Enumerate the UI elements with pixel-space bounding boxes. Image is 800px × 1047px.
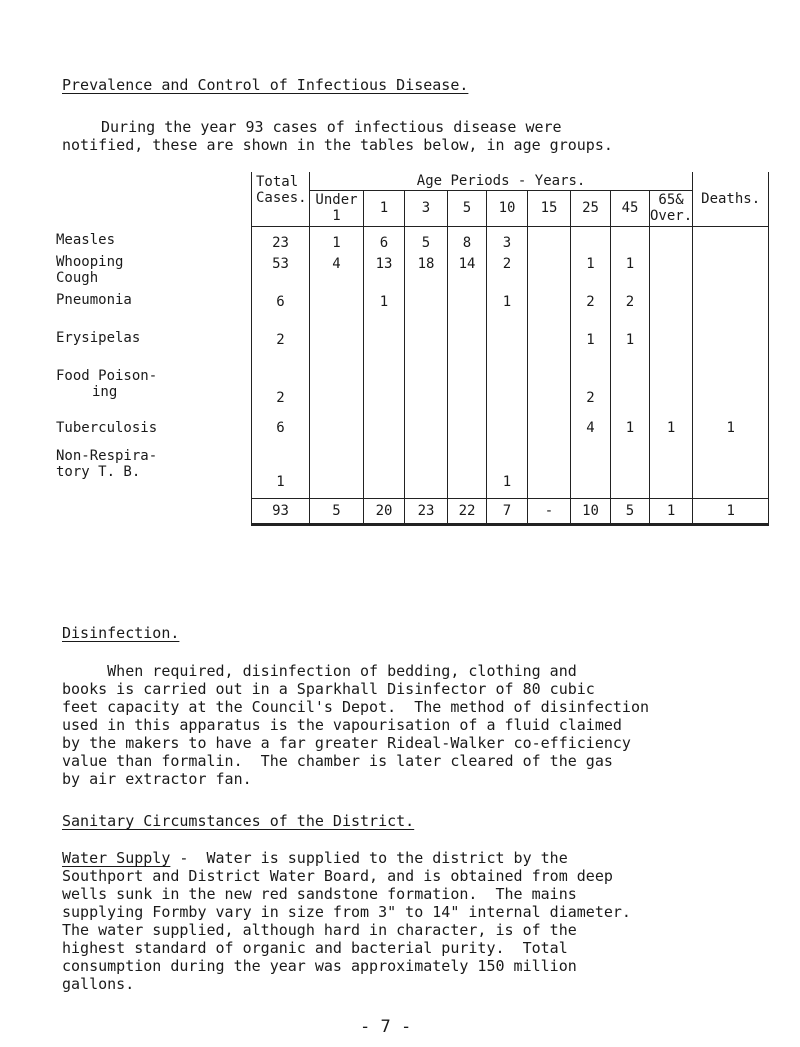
age-col-3: 3 [405, 190, 448, 226]
total-cell: 20 [364, 498, 405, 524]
sanitary-heading: Sanitary Circumstances of the District. [62, 812, 415, 830]
cell [693, 368, 769, 408]
cell: 1 [310, 232, 364, 254]
page-number: - 7 - [360, 1017, 412, 1037]
row-label: Whooping Cough [56, 254, 124, 286]
cell [364, 330, 405, 368]
cell [528, 232, 571, 254]
cell [693, 232, 769, 254]
cell [448, 330, 487, 368]
totals-row [0, 498, 769, 524]
grand-total: 93 [252, 498, 310, 524]
cell [528, 330, 571, 368]
age-col-25: 25 [571, 190, 611, 226]
text-line: books is carried out in a Sparkhall Disinfector of 80 cubic [62, 680, 595, 698]
cell [364, 448, 405, 492]
cell: 4 [310, 254, 364, 292]
row-label: Non-Respira- tory T. B. [56, 448, 158, 480]
intro-line-1: During the year 93 cases of infectious disease were [101, 118, 562, 136]
cell: 14 [448, 254, 487, 292]
cell [487, 330, 528, 368]
cell: 4 [571, 408, 611, 448]
cell [650, 448, 693, 492]
total-cell: 1 [650, 498, 693, 524]
text-line: by the makers to have a far greater Rideal-Walker co-efficiency [62, 734, 631, 752]
text-line: gallons. [62, 975, 135, 993]
deaths-header: Deaths. [693, 172, 769, 226]
total-cell: 5 [310, 498, 364, 524]
cell [528, 368, 571, 408]
text-line: wells sunk in the new red sandstone formation. The mains [62, 885, 577, 903]
cell [693, 292, 769, 330]
cell [650, 292, 693, 330]
row-total: 6 [252, 408, 310, 448]
total-cell: 5 [611, 498, 650, 524]
cell [405, 330, 448, 368]
cell [611, 368, 650, 408]
cell: 13 [364, 254, 405, 292]
row-total: 2 [252, 330, 310, 368]
cell [310, 408, 364, 448]
cell: 2 [611, 292, 650, 330]
table-row [0, 292, 769, 330]
text-line: used in this apparatus is the vapourisation of a fluid claimed [62, 716, 622, 734]
cell: 18 [405, 254, 448, 292]
total-cell: 7 [487, 498, 528, 524]
text-line: The water supplied, although hard in character, is of the [62, 921, 577, 939]
page-heading: Prevalence and Control of Infectious Disease. [62, 76, 469, 94]
text-line: When required, disinfection of bedding, clothing and [62, 662, 577, 680]
text-line: feet capacity at the Council's Depot. The method of disinfection [62, 698, 649, 716]
cell: 6 [364, 232, 405, 254]
text-line: by air extractor fan. [62, 770, 252, 788]
cell: 1 [571, 254, 611, 292]
row-label: Tuberculosis [56, 420, 158, 436]
age-col-5: 5 [448, 190, 487, 226]
cell: 1 [487, 448, 528, 492]
total-cell: 22 [448, 498, 487, 524]
total-cell: 1 [693, 498, 769, 524]
cell [693, 448, 769, 492]
row-total: 2 [252, 368, 310, 408]
table-row [0, 232, 769, 254]
cell [528, 448, 571, 492]
cell: 1 [611, 254, 650, 292]
text-line: Southport and District Water Board, and is obtained from deep [62, 867, 613, 885]
text-line: supplying Formby vary in size from 3" to 14" internal diameter. [62, 903, 631, 921]
cell [310, 448, 364, 492]
intro-line-2: notified, these are shown in the tables below, in age groups. [62, 136, 613, 154]
cell: 1 [571, 330, 611, 368]
cell [310, 292, 364, 330]
cell: 8 [448, 232, 487, 254]
table-row [0, 408, 769, 448]
cell [693, 254, 769, 292]
text-line: consumption during the year was approximately 150 million [62, 957, 577, 975]
cell [528, 254, 571, 292]
cell [571, 448, 611, 492]
cell: 3 [487, 232, 528, 254]
row-label: Erysipelas [56, 330, 141, 346]
cell [448, 292, 487, 330]
disinfection-heading: Disinfection. [62, 624, 180, 642]
table-row [0, 254, 769, 292]
cell [650, 254, 693, 292]
cell [487, 408, 528, 448]
water-supply-paragraph [62, 849, 631, 993]
age-col-10: 10 [487, 190, 528, 226]
cell [611, 232, 650, 254]
table-row [0, 330, 769, 368]
cell [487, 368, 528, 408]
cell [528, 292, 571, 330]
age-col-1: 1 [364, 190, 405, 226]
cell [364, 408, 405, 448]
age-col-65-over: 65& Over. [650, 192, 693, 224]
cell [310, 330, 364, 368]
age-col-under-1: Under 1 [310, 190, 364, 226]
total-cell: 10 [571, 498, 611, 524]
total-cases-header: Total Cases. [252, 172, 310, 226]
cell [650, 330, 693, 368]
cell [448, 368, 487, 408]
disease-table [0, 172, 769, 526]
cell: 1 [611, 408, 650, 448]
cell [650, 232, 693, 254]
age-col-45: 45 [611, 190, 650, 226]
row-label: Food Poison- ing [56, 368, 158, 400]
cell: 2 [571, 292, 611, 330]
total-cell: - [528, 498, 571, 524]
cell [405, 292, 448, 330]
row-total: 6 [252, 292, 310, 330]
cell [528, 408, 571, 448]
row-total: 23 [252, 232, 310, 254]
total-cell: 23 [405, 498, 448, 524]
cell: 1 [611, 330, 650, 368]
table-row [0, 368, 769, 408]
cell [448, 448, 487, 492]
cell: 2 [487, 254, 528, 292]
cell [405, 368, 448, 408]
cell [571, 232, 611, 254]
cell: 1 [487, 292, 528, 330]
cell: 2 [571, 368, 611, 408]
text-line: value than formalin. The chamber is later cleared of the gas [62, 752, 613, 770]
row-label: Measles [56, 232, 116, 248]
row-total: 53 [252, 254, 310, 292]
row-label: Pneumonia [56, 292, 132, 308]
table-row [0, 448, 769, 492]
cell: 1 [364, 292, 405, 330]
cell [310, 368, 364, 408]
cell: 1 [650, 408, 693, 448]
cell: 5 [405, 232, 448, 254]
row-total: 1 [252, 448, 310, 492]
cell [405, 448, 448, 492]
age-col-15: 15 [528, 190, 571, 226]
cell [611, 448, 650, 492]
disease-table-wrap [0, 172, 800, 612]
water-supply-label: Water Supply [62, 849, 171, 867]
cell [405, 408, 448, 448]
cell [448, 408, 487, 448]
age-periods-header: Age Periods - Years. [310, 172, 693, 190]
cell: 1 [693, 408, 769, 448]
cell [364, 368, 405, 408]
text-line: highest standard of organic and bacterial purity. Total [62, 939, 568, 957]
disinfection-paragraph [62, 662, 649, 788]
cell [650, 368, 693, 408]
text-line: Water Supply - Water is supplied to the district by the [62, 849, 568, 867]
cell [693, 330, 769, 368]
